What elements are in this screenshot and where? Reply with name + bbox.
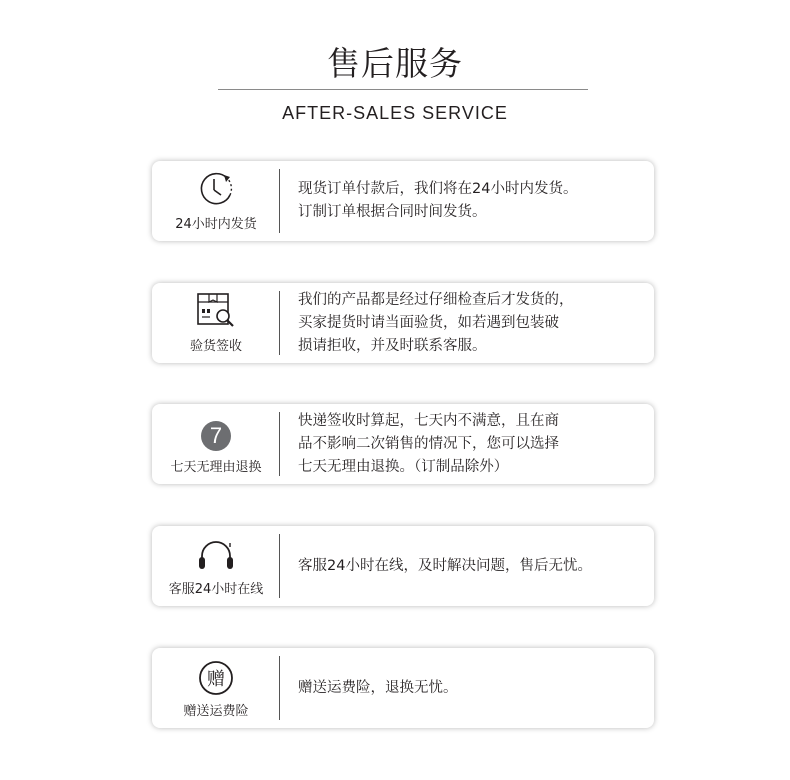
clock-icon <box>196 169 236 209</box>
seven-badge-icon <box>196 412 236 452</box>
service-card-support <box>152 526 654 606</box>
title-divider <box>218 89 588 90</box>
card-description: 我们的产品都是经过仔细检查后才发货的， 买家提货时请当面验货，如若遇到包装破 损请拒收，并及时联系客服。 <box>298 291 574 354</box>
card-description: 赠送运费险，退换无忧。 <box>298 679 458 696</box>
service-card-returns <box>152 404 654 484</box>
page-title: 售后服务 <box>327 44 463 83</box>
service-card-inspection <box>152 283 654 363</box>
card-divider <box>279 291 280 355</box>
service-card-shipping <box>152 161 654 241</box>
card-description: 快递签收时算起，七天内不满意，且在商 品不影响二次销售的情况下，您可以选择 七天无理由退换。（订制品除外） <box>298 412 559 475</box>
card-label: 七天无理由退换 <box>170 460 262 475</box>
card-divider <box>279 169 280 233</box>
card-label: 客服24小时在线 <box>168 582 264 597</box>
card-description: 现货订单付款后，我们将在24小时内发货。 订制订单根据合同时间发货。 <box>298 181 578 220</box>
card-divider <box>279 534 280 598</box>
page-subtitle: AFTER-SALES SERVICE <box>282 103 508 123</box>
service-card-insurance <box>152 648 654 728</box>
card-divider <box>279 656 280 720</box>
card-label: 赠送运费险 <box>183 704 249 719</box>
headset-icon <box>196 534 236 574</box>
package-inspect-icon <box>196 291 236 331</box>
svg-text:7: 7 <box>209 423 223 448</box>
card-description: 客服24小时在线，及时解决问题，售后无忧。 <box>298 557 592 574</box>
svg-text:赠: 赠 <box>207 669 225 690</box>
card-divider <box>279 412 280 476</box>
card-label: 验货签收 <box>189 339 242 354</box>
gift-badge-icon <box>196 656 236 696</box>
card-label: 24小时内发货 <box>175 217 257 232</box>
